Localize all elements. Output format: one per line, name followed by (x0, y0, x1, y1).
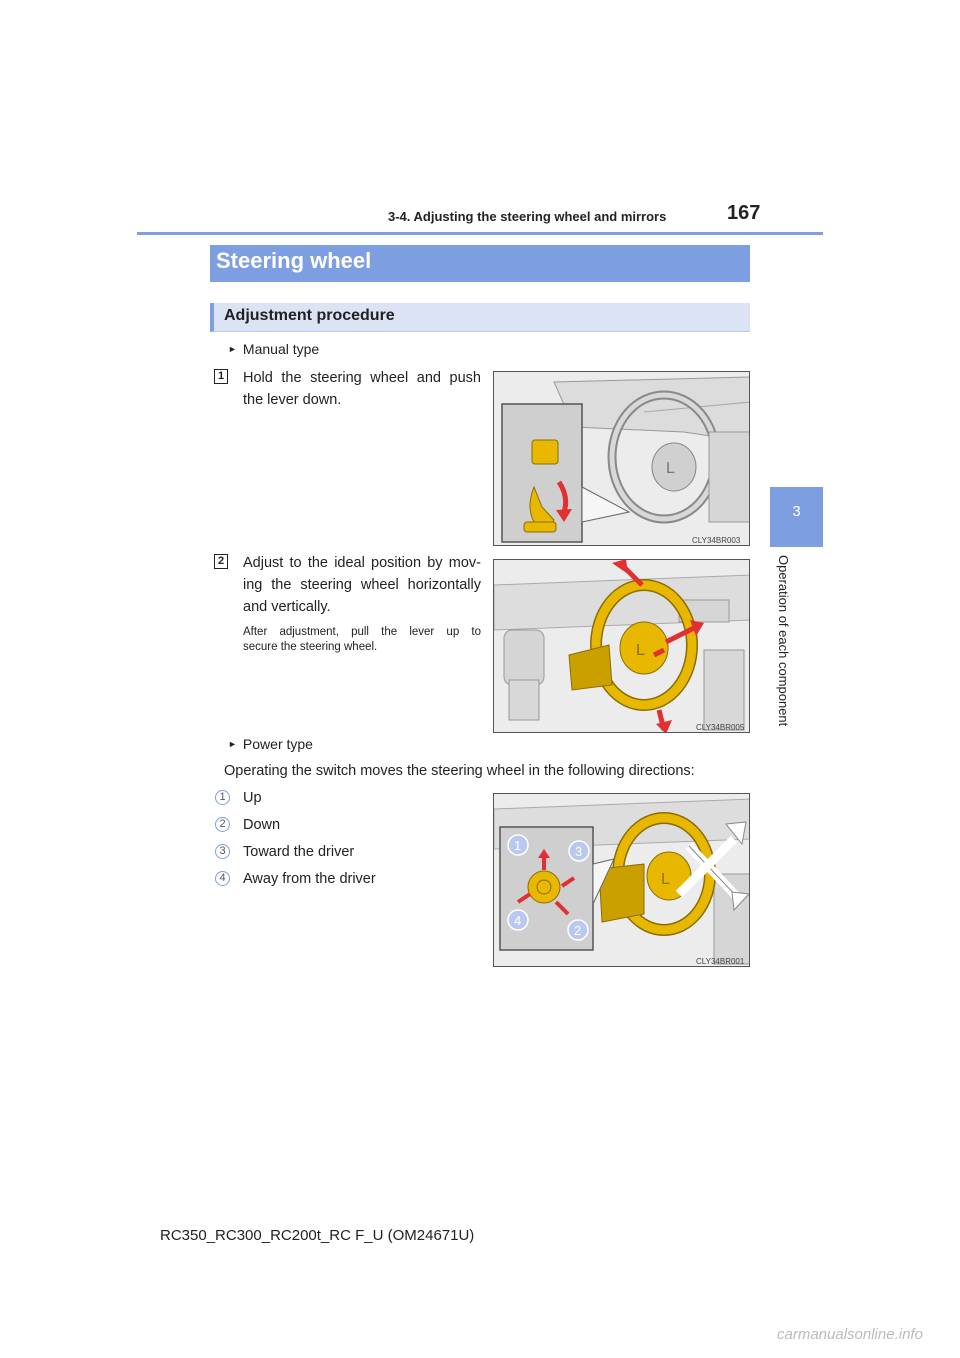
chapter-tab-label: Operation of each component (776, 555, 791, 727)
figure-lever-manual (493, 371, 750, 546)
direction-2-badge: 2 (215, 817, 230, 832)
step-2-badge: 2 (214, 554, 228, 569)
step-1-line: Hold the steering wheel and push (243, 370, 481, 386)
direction-4-badge: 4 (215, 871, 230, 886)
figure-power-switch (493, 793, 750, 967)
step-2-line: ing the steering wheel horizontally (243, 577, 481, 593)
figure-adjust-manual (493, 559, 750, 733)
step-2-line: Adjust to the ideal position by mov- (243, 555, 481, 571)
direction-3-badge: 3 (215, 844, 230, 859)
figure-code: CLY34BR001 (696, 957, 745, 966)
step-1-line: the lever down. (243, 392, 342, 408)
callout-3: 3 (575, 844, 583, 859)
direction-2-label: Down (243, 817, 281, 833)
power-type-label: Power type (242, 736, 313, 752)
manual-type-heading (228, 341, 319, 357)
callout-1: 1 (514, 838, 522, 853)
power-type-heading (228, 736, 313, 752)
step-2-note (243, 625, 481, 655)
chapter-tab-number: 3 (792, 503, 801, 520)
direction-1-badge: 1 (215, 790, 230, 805)
step-2-line: and vertically. (243, 599, 331, 615)
svg-text:L: L (666, 460, 675, 477)
step-2-note-line: After adjustment, pull the lever up to (243, 626, 481, 638)
section-header: 3-4. Adjusting the steering wheel and mirrors (388, 209, 667, 224)
callout-2: 2 (574, 923, 582, 938)
direction-4-label: Away from the driver (243, 871, 376, 887)
step-1-badge: 1 (214, 369, 228, 384)
direction-3-label: Toward the driver (243, 844, 355, 860)
arrow-bullet-icon: ► (228, 739, 237, 749)
svg-text:L: L (661, 871, 670, 888)
section-subtitle: Adjustment procedure (224, 307, 395, 324)
svg-text:L: L (636, 642, 645, 659)
page-number: 167 (727, 202, 761, 224)
watermark: carmanualsonline.info (777, 1326, 923, 1343)
step-1-text (243, 367, 481, 411)
power-type-intro: Operating the switch moves the steering wheel in the following directions: (224, 763, 695, 779)
manual-type-label: Manual type (242, 341, 320, 357)
callout-4: 4 (514, 913, 522, 928)
page-title: Steering wheel (216, 248, 372, 273)
direction-1-label: Up (243, 790, 262, 806)
step-2-text (243, 552, 481, 618)
step-2-note-line: secure the steering wheel. (243, 641, 378, 653)
figure-code: CLY34BR003 (692, 536, 741, 545)
footer-model-code: RC350_RC300_RC200t_RC F_U (OM24671U) (160, 1227, 475, 1244)
figure-code: CLY34BR005 (696, 723, 745, 732)
header-rule (137, 232, 823, 235)
arrow-bullet-icon: ► (228, 344, 237, 354)
